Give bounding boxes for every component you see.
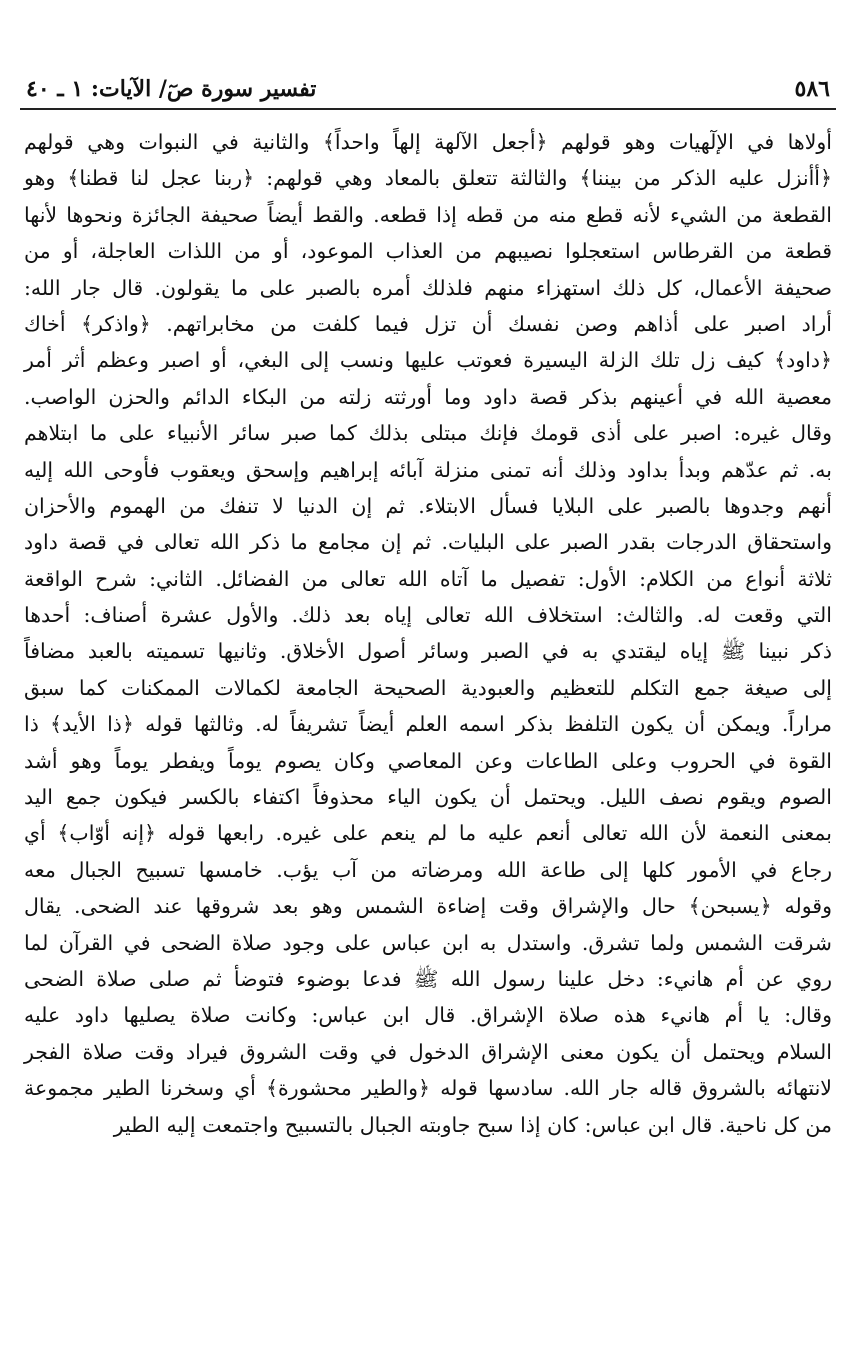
text-line: من كل ناحية. قال ابن عباس: كان إذا سبح جاوبته الجبال بالتسبيح واجتمعت إليه الطير: [113, 1112, 832, 1137]
text-line: وقال غيره: اصبر على أذى قومك فإنك مبتلى بذلك كما صبر سائر الأنبياء على ما ابتلاهم: [24, 421, 832, 446]
text-line: السلام ويحتمل أن يكون معنى الإشراق الدخول في وقت الشروق فيراد وقت صلاة الفجر: [24, 1039, 832, 1064]
text-line: مراراً. ويمكن أن يكون التلفظ بذكر اسمه العلم أيضاً تشريفاً له. وثالثها قوله ﴿ذا الأيد﴾ ذا: [24, 712, 832, 737]
text-line: وقال: يا أم هانيء هذه صلاة الإشراق. قال ابن عباس: وكانت صلاة يصليها داود عليه: [24, 1003, 832, 1028]
chapter-title: تفسير سورة صٓ/ الآيات: ١ ـ ٤٠: [26, 76, 317, 102]
text-line: وقوله ﴿يسبحن﴾ حال والإشراق وقت إضاءة الشمس وهو بعد شروقها عند الضحى. يقال: [24, 894, 832, 919]
text-line: التي وقعت له. والثالث: استخلاف الله تعالى إياه بعد ذلك. والأول عشرة أصناف: أحدها: [24, 603, 832, 628]
text-line: معصية الله في أعينهم بذكر قصة داود وما أورثته زلته من البكاء الدائم والحزن الواصب.: [24, 384, 832, 409]
text-line: ﴿أأنزل عليه الذكر من بيننا﴾ والثالثة تتعلق بالمعاد وهي قولهم: ﴿ربنا عجل لنا قطنا﴾ وهو: [24, 166, 832, 191]
text-line: أراد اصبر على أذاهم وصن نفسك أن تزل فيما كلفت من مخابراتهم. ﴿واذكر﴾ أخاك: [24, 311, 832, 336]
body-text: [20, 124, 836, 1143]
text-line: رجاع في الأمور كلها إلى طاعة الله ومرضاته من آب يؤب. خامسها تسبيح الجبال معه: [24, 857, 832, 882]
text-line: به. ثم عدّهم وبدأ بداود وذلك أنه تمنى منزلة آبائه إبراهيم وإسحق ويعقوب فأوحى الله إليه: [24, 457, 832, 482]
text-line: القطعة من الشيء لأنه قطع منه من قطه إذا قطعه. والقط أيضاً صحيفة الجائزة ونحوها لأنها: [24, 202, 832, 227]
text-line: واستحقاق الدرجات بقدر الصبر على البليات. ثم إن مجامع ما ذكر الله تعالى في قصة داود: [24, 530, 832, 555]
text-line: ﴿داود﴾ كيف زل تلك الزلة اليسيرة فعوتب عليها ونسب إلى البغي، أو اصبر وعظم أثر أمر: [24, 348, 832, 373]
text-line: أولاها في الإلٓهيات وهو قولهم ﴿أجعل الآلهة إلهاً واحداً﴾ والثانية في النبوات وهي قولهم: [24, 130, 832, 154]
text-line: صحيفة الأعمال، كل ذلك استهزاء منهم فلذلك أمره بالصبر على ما يقولون. قال جار الله:: [24, 275, 832, 300]
text-line: أنهم وجدوها بالصبر على البلايا فسأل الابتلاء. ثم إن الدنيا لا تنفك من الهموم والأحزان: [24, 493, 832, 518]
text-line: قطعة من القرطاس استعجلوا نصيبهم من العذاب الموعود، أو من اللذات العاجلة، أو من: [24, 239, 832, 264]
text-line: إلى صيغة جمع التكلم للتعظيم والعبودية الصحيحة الجامعة لكمالات الممكنات كما سبق: [24, 675, 832, 700]
text-line: الصوم ويقوم نصف الليل. ويحتمل أن يكون الياء محذوفاً اكتفاء بالكسر فيكون جمع اليد: [24, 785, 832, 810]
text-line: شرقت الشمس ولما تشرق. واستدل به ابن عباس على وجود صلاة الضحى في القرآن لما: [24, 930, 832, 955]
text-line: ذكر نبينا ﷺ إياه ليقتدي به في الصبر وسائر أصول الأخلاق. وثانيها تسميته بالعبد مضافاً: [24, 639, 832, 664]
page-number: ٥٨٦: [794, 76, 830, 102]
text-line: بمعنى النعمة لأن الله تعالى أنعم عليه ما لم ينعم على غيره. رابعها قوله ﴿إنه أوّاب﴾ أي: [24, 821, 832, 846]
text-line: لانتهائه بالشروق قاله جار الله. سادسها قوله ﴿والطير محشورة﴾ أي وسخرنا الطير مجموعة: [24, 1076, 832, 1101]
text-line: ثلاثة أنواع من الكلام: الأول: تفصيل ما آتاه الله تعالى من الفضائل. الثاني: شرح الواقعة: [24, 566, 832, 591]
book-page: [20, 70, 836, 1310]
text-line: روي عن أم هانيء: دخل علينا رسول الله ﷺ فدعا بوضوء فتوضأ ثم صلى صلاة الضحى: [24, 966, 832, 991]
running-header: [20, 70, 836, 110]
text-line: القوة في الحروب وعلى الطاعات وعن المعاصي وكان يصوم يوماً ويفطر يوماً وهو أشد: [24, 748, 832, 773]
